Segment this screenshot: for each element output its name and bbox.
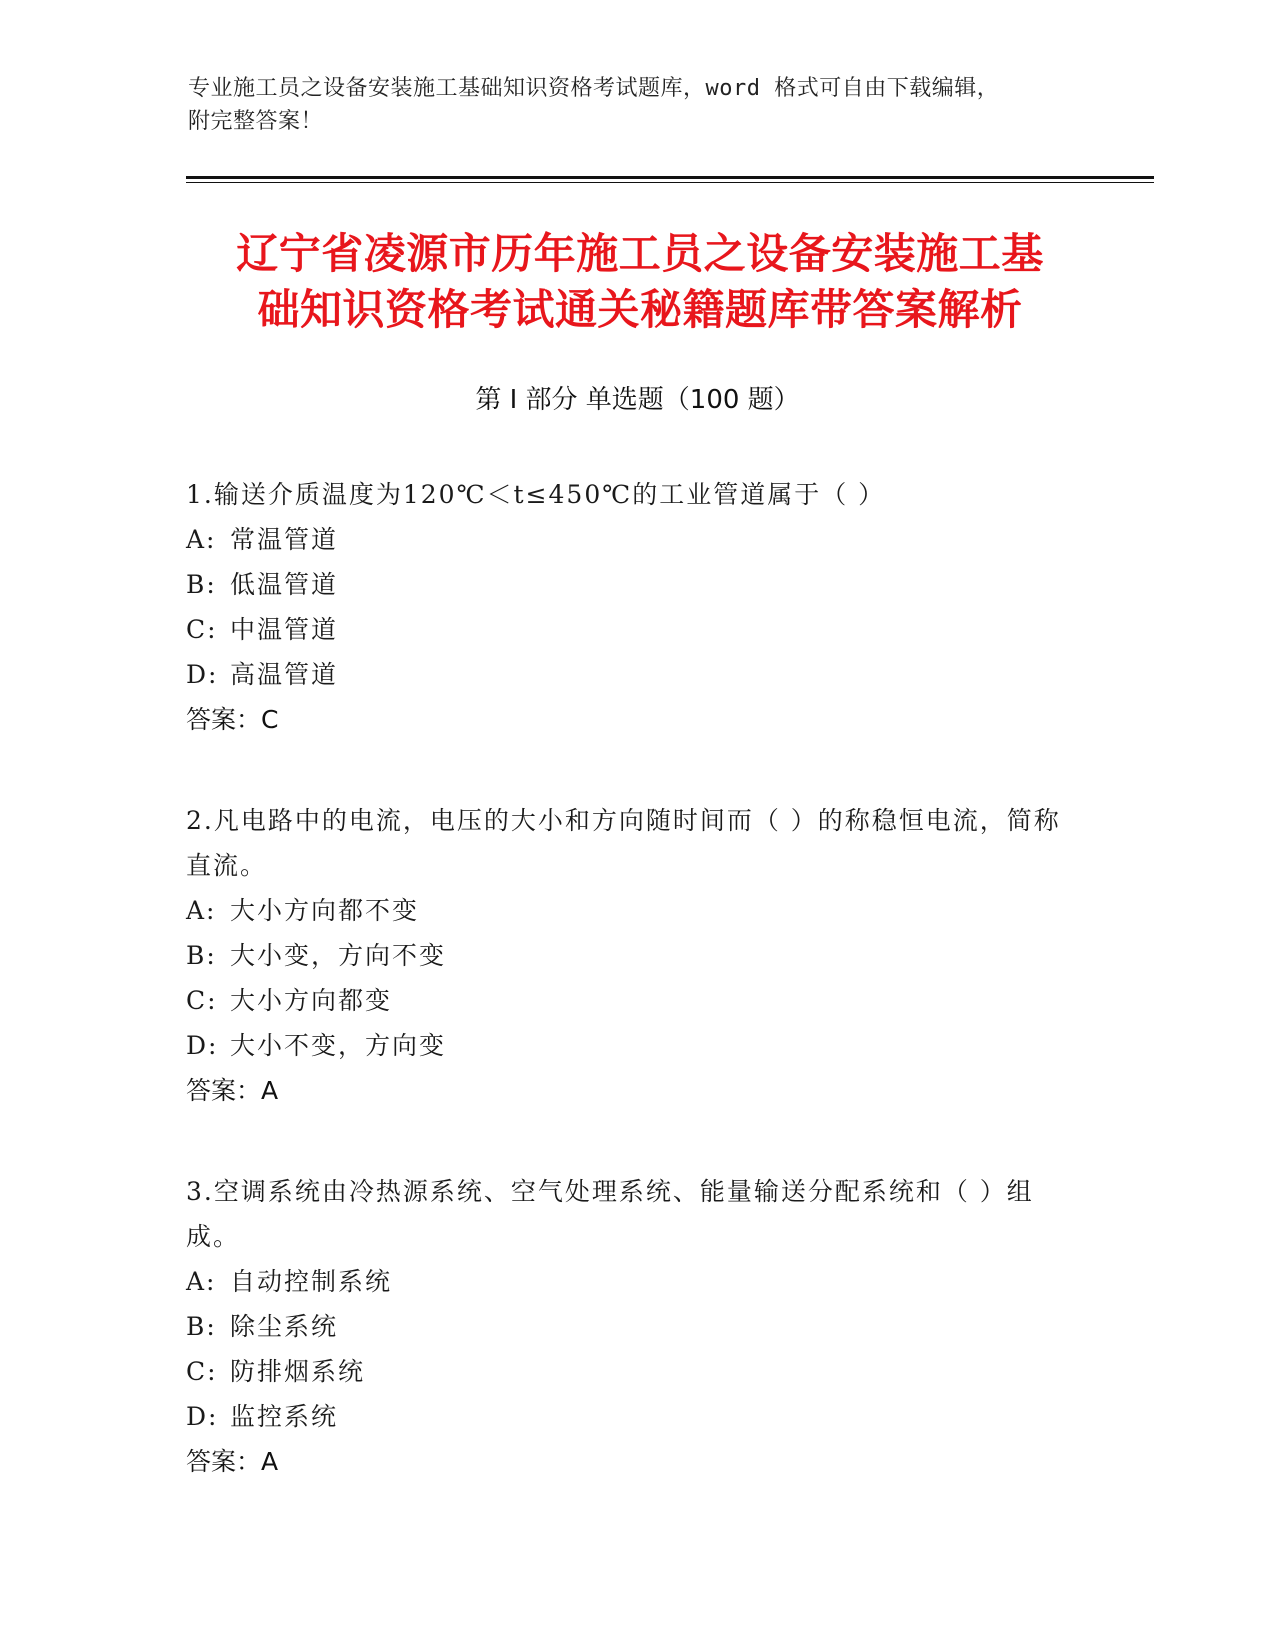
question-stem: 3.空调系统由冷热源系统、空气处理系统、能量输送分配系统和（ ）组成。 xyxy=(186,1177,1034,1251)
option-text: 自动控制系统 xyxy=(230,1267,393,1296)
option-key: A: xyxy=(186,896,217,925)
header-note-line-1: 专业施工员之设备安装施工基础知识资格考试题库，word 格式可自由下载编辑， xyxy=(188,76,1000,101)
question-answer: 答案：A xyxy=(186,1076,279,1105)
option-b xyxy=(186,1304,1086,1349)
section-title: 第 I 部分 单选题（100 题） xyxy=(475,385,800,415)
option-text: 防排烟系统 xyxy=(230,1357,366,1386)
option-key: D: xyxy=(186,1402,219,1431)
option-b xyxy=(186,562,1086,607)
option-key: B: xyxy=(186,1312,217,1341)
question-1 xyxy=(186,472,1086,742)
option-key: B: xyxy=(186,941,217,970)
option-key: C: xyxy=(186,615,218,644)
question-answer: 答案：C xyxy=(186,705,279,734)
header-note-line-2: 附完整答案！ xyxy=(188,109,324,134)
option-c xyxy=(186,978,1086,1023)
question-answer: 答案：A xyxy=(186,1447,279,1476)
option-key: C: xyxy=(186,986,218,1015)
option-text: 大小方向都不变 xyxy=(230,896,420,925)
option-a xyxy=(186,517,1086,562)
option-a xyxy=(186,888,1086,933)
option-text: 中温管道 xyxy=(230,615,339,644)
option-text: 大小不变，方向变 xyxy=(230,1031,447,1060)
option-d xyxy=(186,652,1086,697)
option-key: B: xyxy=(186,570,217,599)
option-key: C: xyxy=(186,1357,218,1386)
option-text: 除尘系统 xyxy=(230,1312,339,1341)
option-b xyxy=(186,933,1086,978)
option-key: D: xyxy=(186,1031,219,1060)
option-text: 大小方向都变 xyxy=(230,986,393,1015)
option-a xyxy=(186,1259,1086,1304)
question-stem: 1.输送介质温度为120℃＜t≤450℃的工业管道属于（ ） xyxy=(186,480,886,509)
option-text: 大小变，方向不变 xyxy=(230,941,447,970)
question-list xyxy=(186,472,1086,1540)
option-d xyxy=(186,1023,1086,1068)
question-2 xyxy=(186,798,1086,1113)
header-note xyxy=(188,72,1088,138)
option-c xyxy=(186,607,1086,652)
document-title xyxy=(140,226,1140,338)
option-text: 常温管道 xyxy=(230,525,339,554)
option-c xyxy=(186,1349,1086,1394)
option-key: A: xyxy=(186,525,217,554)
option-key: A: xyxy=(186,1267,217,1296)
option-text: 低温管道 xyxy=(230,570,339,599)
question-stem: 2.凡电路中的电流，电压的大小和方向随时间而（ ）的称稳恒电流，简称直流。 xyxy=(186,806,1061,880)
question-3 xyxy=(186,1169,1086,1484)
document-title-line-2: 础知识资格考试通关秘籍题库带答案解析 xyxy=(257,285,1023,334)
option-text: 监控系统 xyxy=(230,1402,339,1431)
option-text: 高温管道 xyxy=(230,660,339,689)
header-divider-thick xyxy=(186,176,1154,179)
option-key: D: xyxy=(186,660,219,689)
option-d xyxy=(186,1394,1086,1439)
document-title-line-1: 辽宁省凌源市历年施工员之设备安装施工基 xyxy=(236,229,1044,278)
header-divider-thin xyxy=(186,182,1154,183)
